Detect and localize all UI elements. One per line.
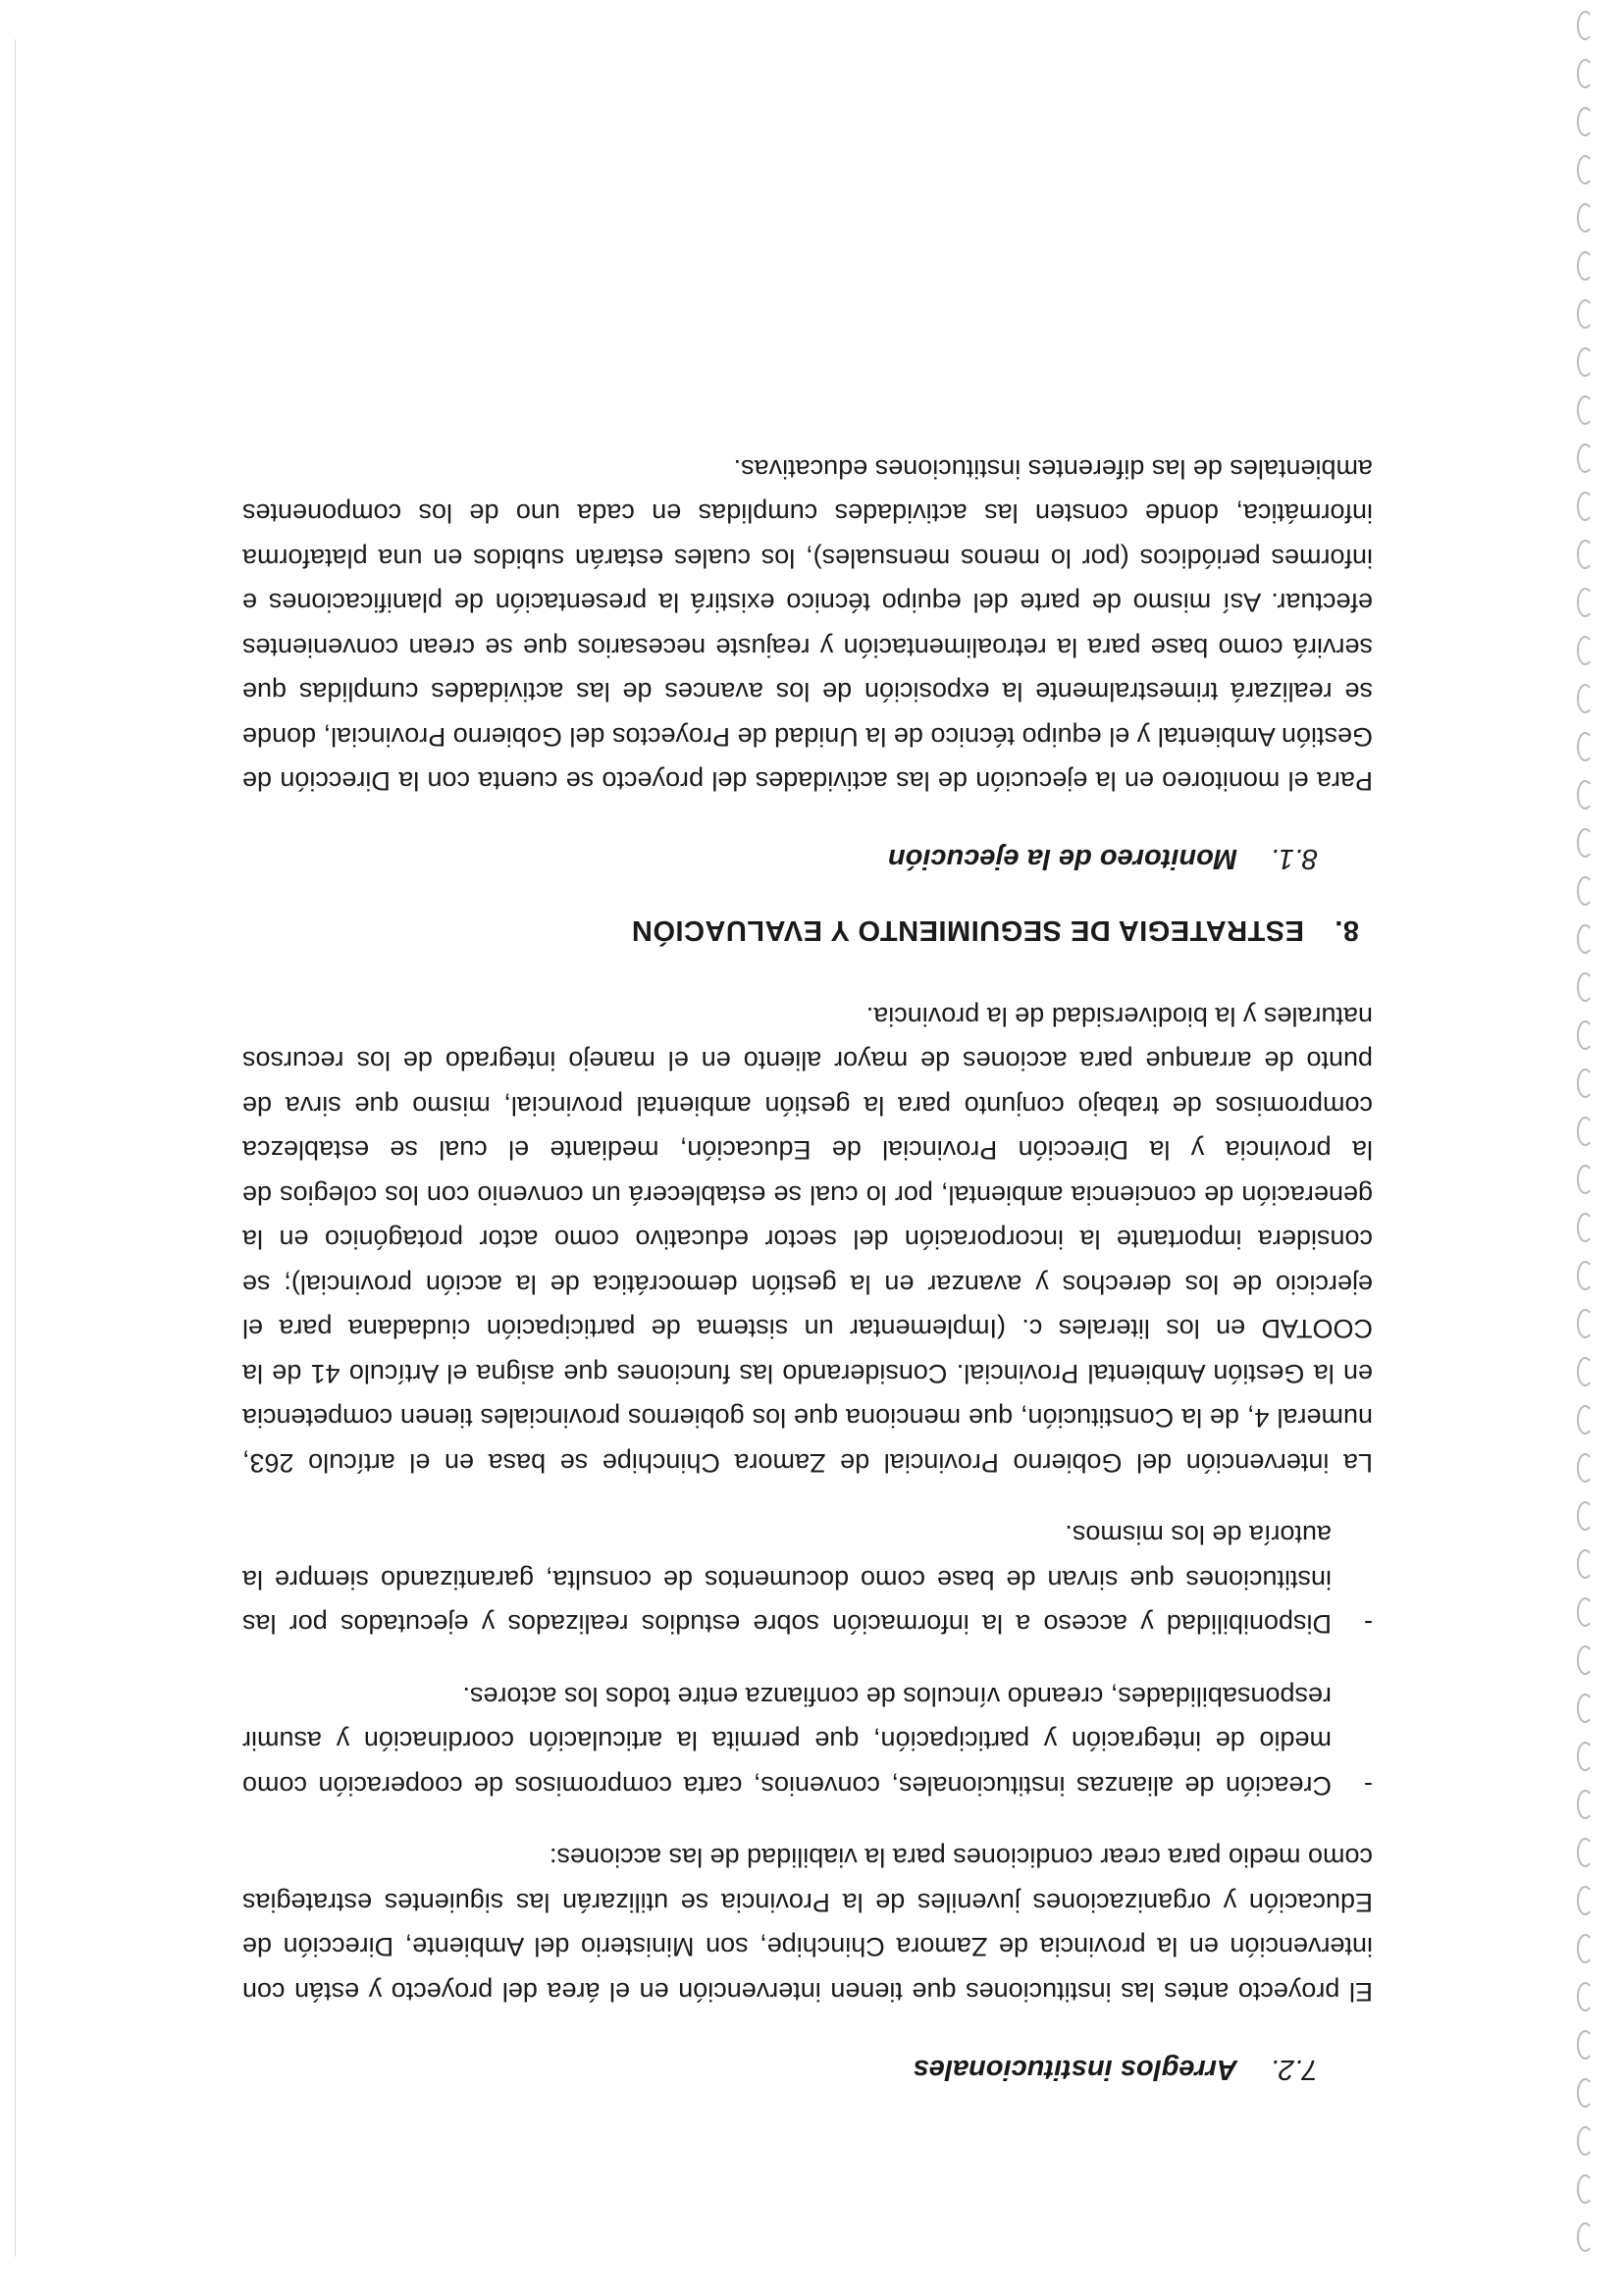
binding-hole	[1577, 1020, 1594, 1050]
binding-hole	[1577, 1357, 1594, 1386]
bullet-text: Disponibilidad y acceso a la información sobre estudios realizados y ejecutados por las instituciones que sirvan de base como documentos de consulta, garantizando siempre la autoría de los mismos.	[242, 1520, 1332, 1640]
bullet-text: Creación de alianzas institucionales, convenios, carta compromisos de cooperación como medio de integración y participación, que permita la articulación coordinación y asumir responsabilidades, creando vínculos de confianza entre todos los actores.	[242, 1682, 1332, 1800]
bullet-alliances	[242, 1674, 1373, 1808]
binding-hole	[1577, 1790, 1594, 1819]
binding-hole	[1577, 347, 1594, 377]
binding-hole	[1577, 1742, 1594, 1771]
binding-hole	[1577, 732, 1594, 761]
binding-hole	[1577, 155, 1594, 184]
binding-hole	[1577, 203, 1594, 233]
binding-hole	[1577, 1838, 1594, 1867]
binding-hole	[1577, 1261, 1594, 1290]
binding-hole	[1577, 11, 1594, 40]
binding-hole	[1577, 1597, 1594, 1627]
section-number: 8.	[1334, 914, 1359, 947]
binding-hole	[1577, 972, 1594, 1002]
binding-hole	[1577, 2030, 1594, 2060]
binding-hole	[1577, 780, 1594, 809]
binding-hole	[1577, 107, 1594, 136]
binding-hole	[1577, 1309, 1594, 1338]
subsection-heading-8-1	[242, 843, 1373, 875]
binding-hole	[1577, 588, 1594, 617]
subsection-title: Monitoreo de la ejecución	[887, 843, 1237, 875]
bullet-marker: -	[1364, 1771, 1373, 1800]
binding-hole	[1577, 684, 1594, 713]
binding-hole	[1577, 1405, 1594, 1435]
binding-hole	[1577, 1549, 1594, 1579]
binding-hole	[1577, 251, 1594, 281]
binding-hole	[1577, 2126, 1594, 2156]
binding-hole	[1577, 1453, 1594, 1483]
binding-hole	[1577, 299, 1594, 329]
binding-hole	[1577, 2078, 1594, 2108]
spiral-binding-holes	[1564, 0, 1623, 2296]
subsection-title: Arreglos institucionales	[913, 2054, 1237, 2085]
subsection-number: 7.2.	[1270, 2054, 1318, 2085]
subsection-number: 8.1.	[1270, 843, 1318, 875]
binding-hole	[1577, 828, 1594, 858]
bullet-marker: -	[1364, 1609, 1373, 1640]
binding-hole	[1577, 1165, 1594, 1194]
paragraph-monitoring: Para el monitoreo en la ejecución de las actividades del proyecto se cuenta con la Dirección de Gestión Ambiental y el equipo técnico de la Unidad de Proyectos del Gobierno Provincial, donde se realizará trimestralmente la exposición de los avances de las actividades cumplidas que servirá como base para la retroalimentación y reajuste necesarios que se crean convenientes efectuar. Así mismo de parte del equipo técnico existirá la presentación de planificaciones e informes periódicos (por lo menos mensuales), los cuales estarán subidos en una plataforma informática, donde consten las actividades cumplidas en cada uno de los componentes ambientales de las diferentes instituciones educativas.	[242, 454, 1373, 797]
binding-hole	[1577, 59, 1594, 88]
binding-hole	[1577, 1117, 1594, 1146]
binding-hole	[1577, 395, 1594, 425]
binding-hole	[1577, 1886, 1594, 1915]
binding-hole	[1577, 444, 1594, 473]
section-heading-8	[242, 914, 1373, 947]
binding-hole	[1577, 1213, 1594, 1242]
binding-hole	[1577, 636, 1594, 665]
binding-hole	[1577, 1069, 1594, 1098]
subsection-heading-7-2	[242, 2053, 1373, 2085]
binding-hole	[1577, 876, 1594, 906]
paragraph-institutions-intro: El proyecto antes las instituciones que tienen intervención en el área del proyecto y están con intervención en la provincia de Zamora Chinchipe, son Ministerio del Ambiente, Dirección de Educación y organizaciones juveniles de la Provincia se utilizarán las siguientes estrategias como medio para crear condiciones para la viabilidad de las acciones:	[242, 1843, 1373, 2007]
binding-hole	[1577, 492, 1594, 521]
section-title: ESTRATEGIA DE SEGUIMIENTO Y EVALUACIÓN	[631, 914, 1304, 947]
binding-hole	[1577, 2174, 1594, 2204]
binding-hole	[1577, 924, 1594, 954]
document-body	[242, 419, 1373, 2086]
bullet-information-access	[242, 1512, 1373, 1646]
page-edge	[15, 39, 16, 2257]
binding-hole	[1577, 1694, 1594, 1723]
binding-hole	[1577, 2222, 1594, 2252]
binding-hole	[1577, 1934, 1594, 1963]
binding-hole	[1577, 540, 1594, 569]
binding-hole	[1577, 1645, 1594, 1675]
paragraph-provincial-intervention: La intervención del Gobierno Provincial de Zamora Chinchipe se basa en el artículo 263, numeral 4, de la Constitución, que menciona que los gobiernos provinciales tienen competencia en la Gestión Ambiental Provincial. Considerando las funciones que asigna el Artículo 41 de la COOTAD en los literales c. (Implementar un sistema de participación ciudadana para el ejercicio de los derechos y avanzar en la gestión democrática de la acción provincial); se considera importante la incorporación del sector educativo como actor protagónico en la generación de conciencia ambiental, por lo cual se establecerá un convenio con los colegios de la provincia y la Dirección Provincial de Educación, mediante el cual se establezca compromisos de trabajo conjunto para la gestión ambiental provincial, mismo que sirva de punto de arranque para acciones de mayor aliento en el manejo integrado de los recursos naturales y la biodiversidad de la provincia.	[242, 1002, 1373, 1478]
binding-hole	[1577, 1982, 1594, 2011]
binding-hole	[1577, 1501, 1594, 1531]
